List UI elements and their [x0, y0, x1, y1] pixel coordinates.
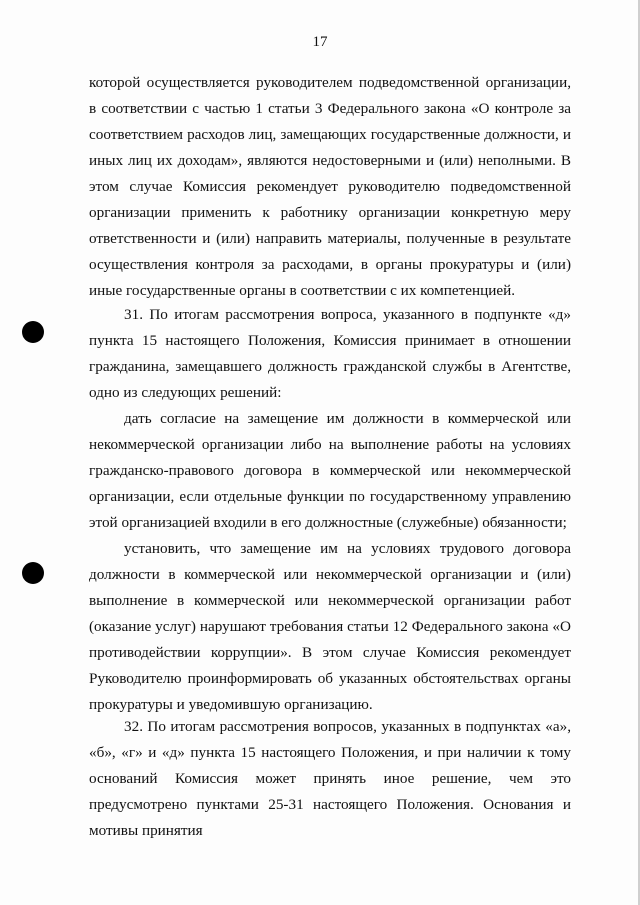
paragraph-continuation — [89, 70, 571, 304]
paragraph-text: установить, что замещение им на условиях трудового договора должности в коммерческой или некоммерческой организации и (или) выполнение в коммерческой или некоммерческой организации работ (оказание услуг) нарушают требования статьи 12 Федерального закона «О противодействии коррупции». В этом случае Комиссия рекомендует Руководителю проинформировать об указанных обстоятельствах органы прокуратуры и уведомившую организацию. — [89, 540, 571, 713]
paragraph-text: дать согласие на замещение им должности в коммерческой или некоммерческой организации либо на выполнение работы на условиях гражданско-правового договора в коммерческой или некоммерческой организации, если отдельные функции по государственному управлению этой организацией входили в его должностные (служебные) обязанности; — [89, 410, 571, 531]
punch-hole — [22, 321, 44, 343]
decision-option-consent — [89, 406, 571, 536]
paragraph-31 — [89, 302, 571, 406]
decision-option-violation — [89, 536, 571, 718]
paragraph-text: 31. По итогам рассмотрения вопроса, указанного в подпункте «д» пункта 15 настоящего Положения, Комиссия принимает в отношении гражданина, замещавшего должность гражданской службы в Агентстве, одно из следующих решений: — [89, 306, 571, 401]
paragraph-text: 32. По итогам рассмотрения вопросов, указанных в подпунктах «а», «б», «г» и «д» пункта 15 настоящего Положения, и при наличии к тому оснований Комиссия может принять иное решение, чем это предусмотрено пунктами 25-31 настоящего Положения. Основания и мотивы принятия — [89, 718, 571, 839]
paragraph-32 — [89, 714, 571, 844]
paragraph-text: которой осуществляется руководителем подведомственной организации, в соответствии с частью 1 статьи 3 Федерального закона «О контроле за соответствием расходов лиц, замещающих государственные должности, и иных лиц их доходам», являются недостоверными и (или) неполными. В этом случае Комиссия рекомендует руководителю подведомственной организации применить к работнику организации конкретную меру ответственности и (или) направить материалы, полученные в результате осуществления контроля за расходами, в органы прокуратуры и (или) иные государственные органы в соответствии с их компетенцией. — [89, 74, 571, 299]
punch-hole — [22, 562, 44, 584]
page-number: 17 — [312, 34, 328, 50]
